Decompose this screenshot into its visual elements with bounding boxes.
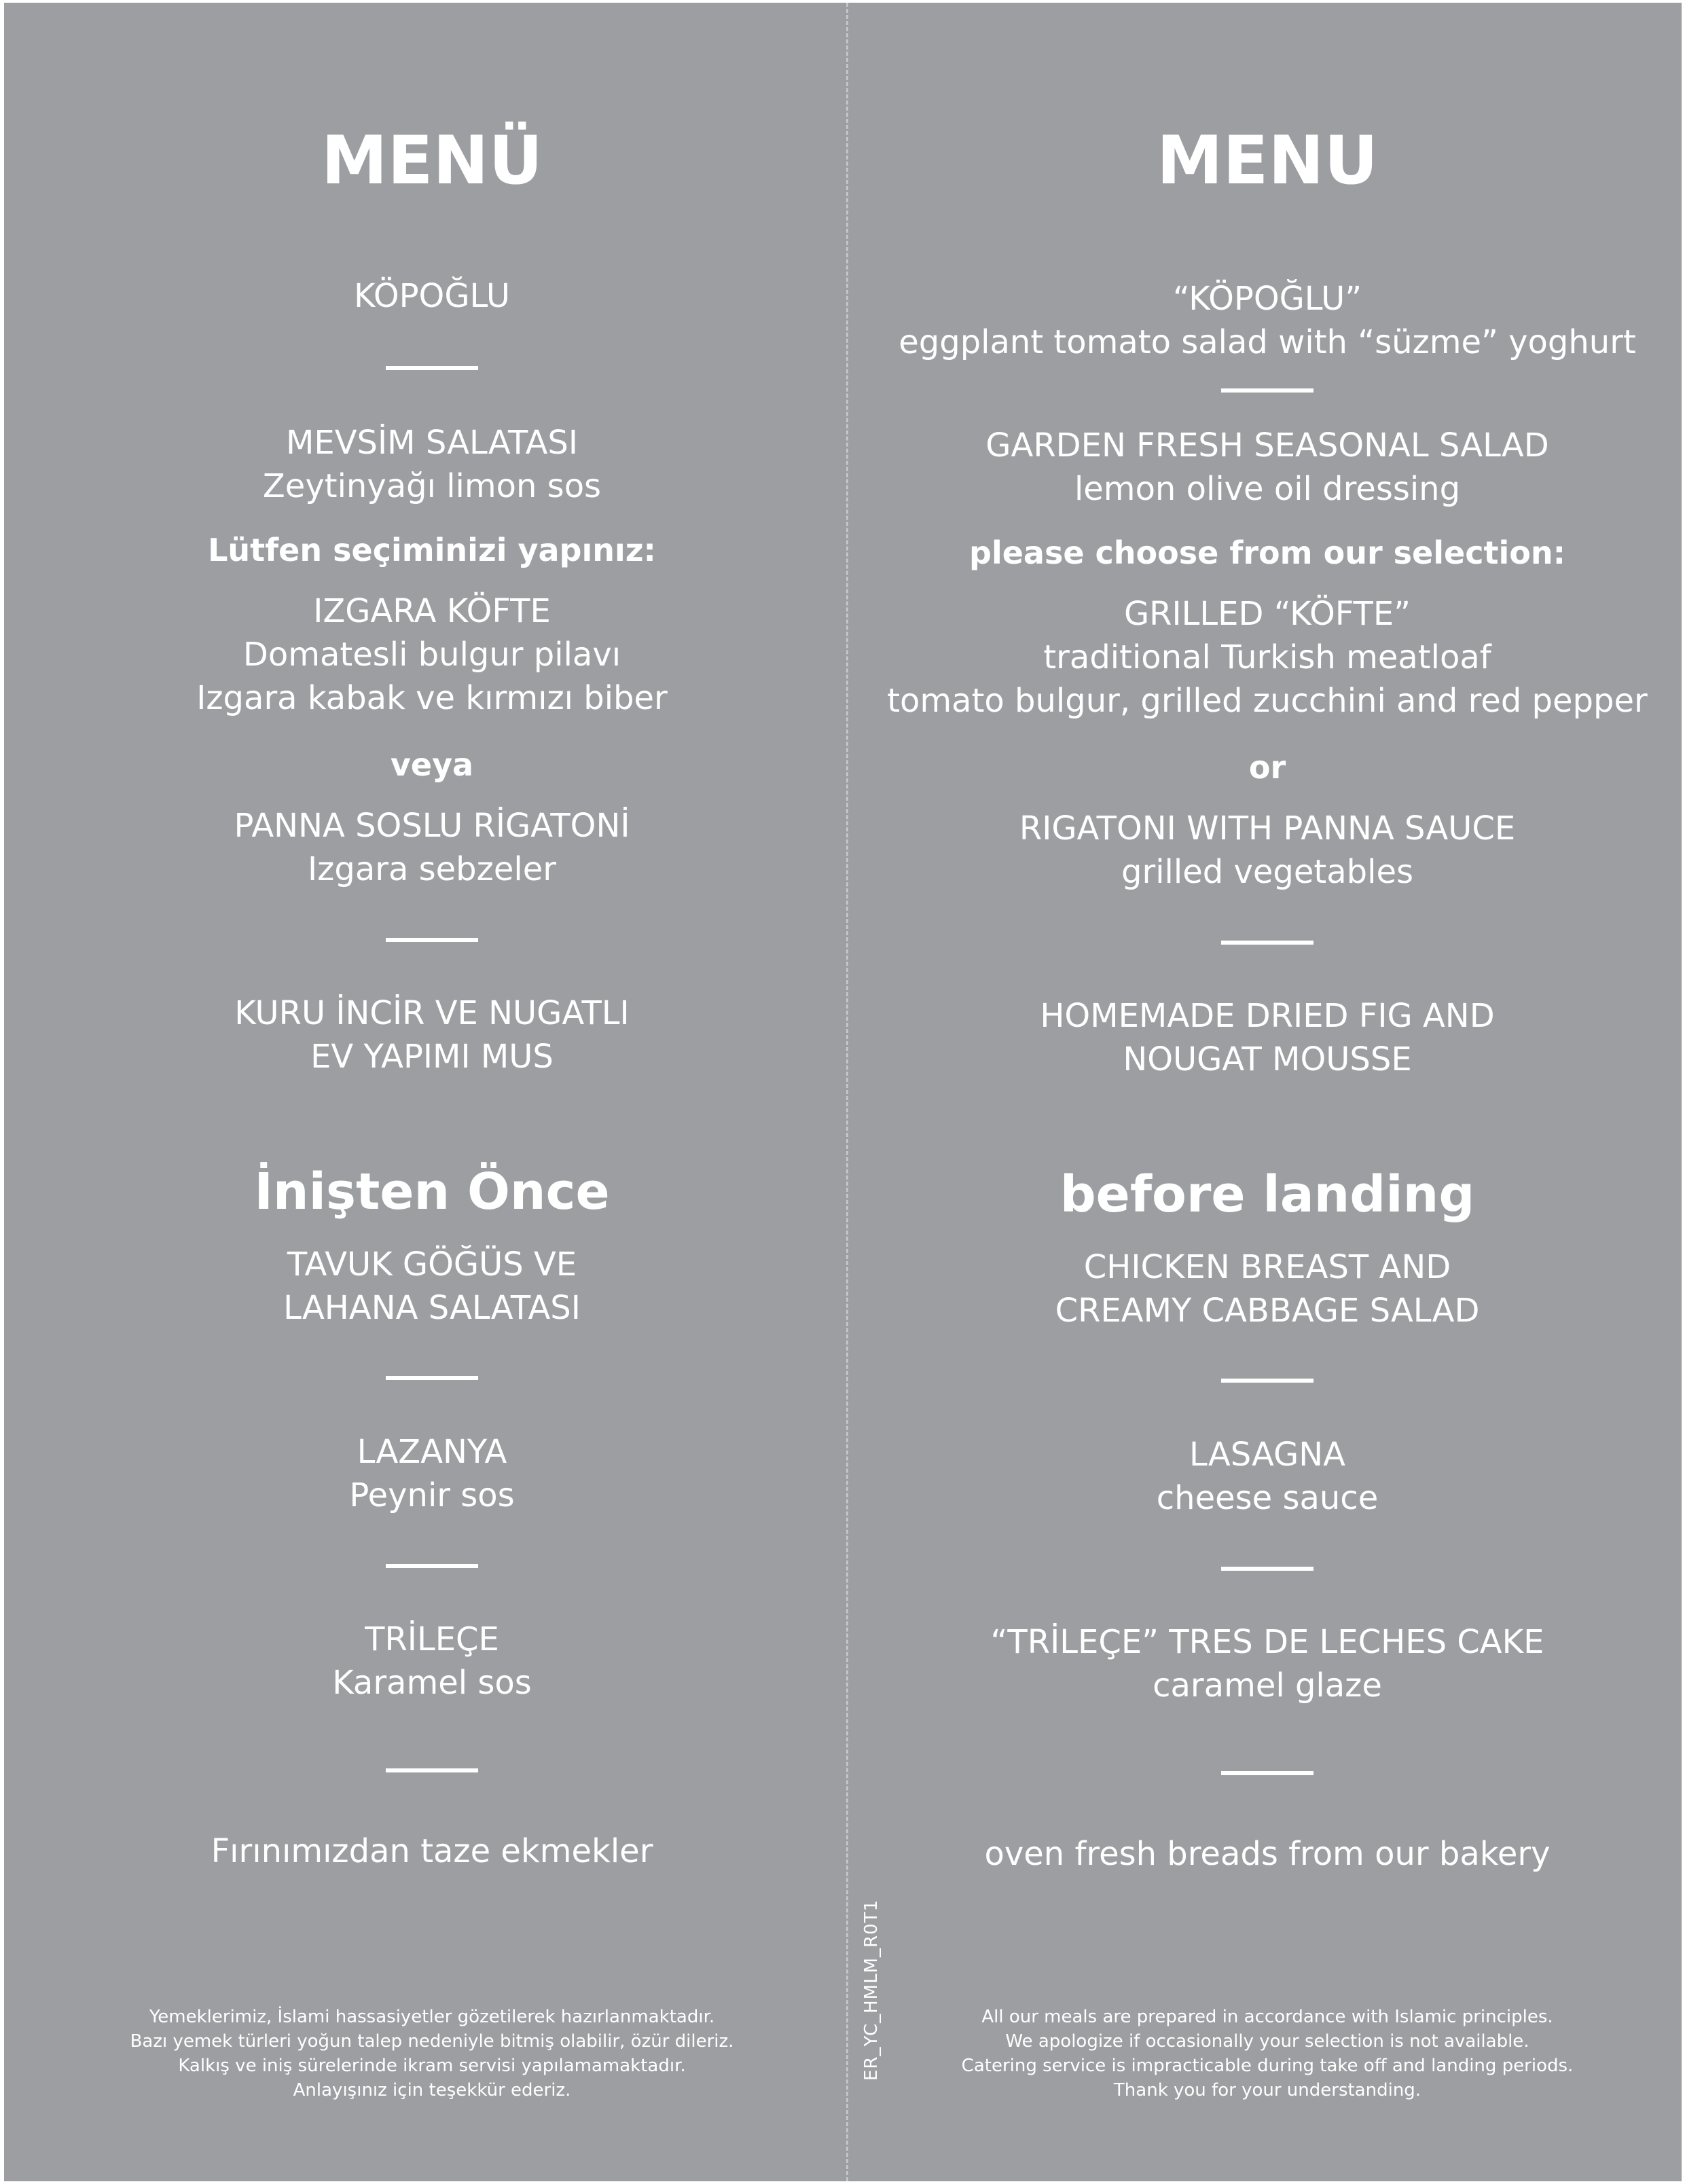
bl-starter-line2: CREAMY CABBAGE SALAD <box>1055 1292 1480 1330</box>
page-title: MENU <box>1156 122 1379 200</box>
bl-starter-line2: LAHANA SALATASI <box>283 1289 581 1327</box>
footer-line: Thank you for your understanding. <box>1113 2080 1421 2100</box>
bl-starter-line1: TAVUK GÖĞÜS VE <box>287 1245 577 1284</box>
fold-divider <box>846 3 848 2181</box>
main1-desc1: traditional Turkish meatloaf <box>1043 638 1491 676</box>
dessert-line1: HOMEMADE DRIED FIG AND <box>1040 997 1495 1035</box>
separator <box>386 1376 478 1380</box>
bread: oven fresh breads from our bakery <box>984 1835 1551 1873</box>
section-heading: İnişten Önce <box>254 1163 610 1221</box>
dessert <box>24 991 839 1078</box>
footer-note <box>853 2005 1682 2103</box>
salad-name: MEVSİM SALATASI <box>285 424 579 462</box>
separator <box>386 366 478 370</box>
bl-main-name: LAZANYA <box>357 1433 507 1471</box>
bl-dessert-name: TRİLEÇE <box>365 1620 499 1658</box>
english-column <box>853 3 1682 2181</box>
menu-card <box>4 3 1682 2181</box>
salad-name: GARDEN FRESH SEASONAL SALAD <box>985 426 1549 465</box>
separator <box>1221 1771 1313 1775</box>
bl-main-name: LASAGNA <box>1189 1436 1345 1474</box>
main2-desc: Izgara sebzeler <box>308 850 556 888</box>
salad-desc: Zeytinyağı limon sos <box>262 467 602 505</box>
starter-desc: eggplant tomato salad with “süzme” yoghurt <box>899 323 1636 361</box>
separator <box>386 1564 478 1568</box>
main-course-2 <box>853 807 1682 894</box>
separator <box>386 938 478 942</box>
or-label: or <box>1248 749 1286 786</box>
salad <box>853 424 1682 511</box>
salad-desc: lemon olive oil dressing <box>1074 470 1461 508</box>
page-title: MENÜ <box>321 122 543 200</box>
main1-name: IZGARA KÖFTE <box>313 592 551 630</box>
dessert-line2: NOUGAT MOUSSE <box>1123 1040 1412 1078</box>
bread: Fırınımızdan taze ekmekler <box>211 1832 653 1870</box>
footer-line: Anlayışınız için teşekkür ederiz. <box>293 2080 571 2100</box>
dessert-line1: KURU İNCİR VE NUGATLI <box>234 994 630 1032</box>
starter-name: “KÖPOĞLU” <box>1172 280 1362 318</box>
footer-line: We apologize if occasionally your selection is not available. <box>1005 2031 1529 2052</box>
footer-note <box>24 2005 839 2103</box>
bl-main-desc: Peynir sos <box>349 1476 515 1514</box>
choose-heading: Lütfen seçiminizi yapınız: <box>208 532 656 568</box>
dessert-line2: EV YAPIMI MUS <box>310 1038 554 1076</box>
main2-desc: grilled vegetables <box>1121 853 1413 891</box>
separator <box>1221 1567 1313 1571</box>
salad <box>24 421 839 508</box>
before-landing-dessert <box>853 1620 1682 1707</box>
before-landing-main <box>853 1433 1682 1520</box>
starter: KÖPOĞLU <box>353 277 511 315</box>
bl-main-desc: cheese sauce <box>1156 1479 1379 1517</box>
separator <box>386 1768 478 1772</box>
main1-desc1: Domatesli bulgur pilavı <box>242 636 621 674</box>
separator <box>1221 1379 1313 1383</box>
footer-line: Bazı yemek türleri yoğun talep nedeniyle bitmiş olabilir, özür dileriz. <box>130 2031 734 2052</box>
section-heading: before landing <box>1059 1165 1475 1224</box>
starter <box>853 277 1682 364</box>
bl-starter-line1: CHICKEN BREAST AND <box>1083 1248 1451 1286</box>
before-landing-dessert <box>24 1618 839 1705</box>
main-course-1 <box>24 589 839 720</box>
footer-line: Yemeklerimiz, İslami hassasiyetler gözetilerek hazırlanmaktadır. <box>149 2007 715 2027</box>
main-course-1 <box>853 592 1682 723</box>
before-landing-starter <box>24 1243 839 1330</box>
main2-name: PANNA SOSLU RİGATONİ <box>234 807 630 845</box>
separator <box>1221 941 1313 945</box>
dessert <box>853 994 1682 1081</box>
footer-line: All our meals are prepared in accordance with Islamic principles. <box>981 2007 1553 2027</box>
bl-dessert-name: “TRİLEÇE” TRES DE LECHES CAKE <box>990 1623 1544 1661</box>
before-landing-starter <box>853 1245 1682 1332</box>
or-label: veya <box>390 746 474 783</box>
before-landing-main <box>24 1430 839 1517</box>
main1-name: GRILLED “KÖFTE” <box>1123 595 1411 633</box>
separator <box>1221 388 1313 393</box>
bl-dessert-desc: Karamel sos <box>332 1664 532 1702</box>
footer-line: Catering service is impracticable during take off and landing periods. <box>961 2056 1574 2076</box>
footer-line: Kalkış ve iniş sürelerinde ikram servisi yapılamamaktadır. <box>178 2056 686 2076</box>
print-code: ER_YC_HMLM_R0T1 <box>861 1899 882 2081</box>
bl-dessert-desc: caramel glaze <box>1153 1667 1382 1705</box>
main1-desc2: Izgara kabak ve kırmızı biber <box>196 679 668 717</box>
main1-desc2: tomato bulgur, grilled zucchini and red pepper <box>887 682 1648 720</box>
turkish-column <box>24 3 839 2181</box>
main2-name: RIGATONI WITH PANNA SAUCE <box>1019 809 1516 848</box>
choose-heading: please choose from our selection: <box>969 534 1565 571</box>
main-course-2 <box>24 804 839 891</box>
